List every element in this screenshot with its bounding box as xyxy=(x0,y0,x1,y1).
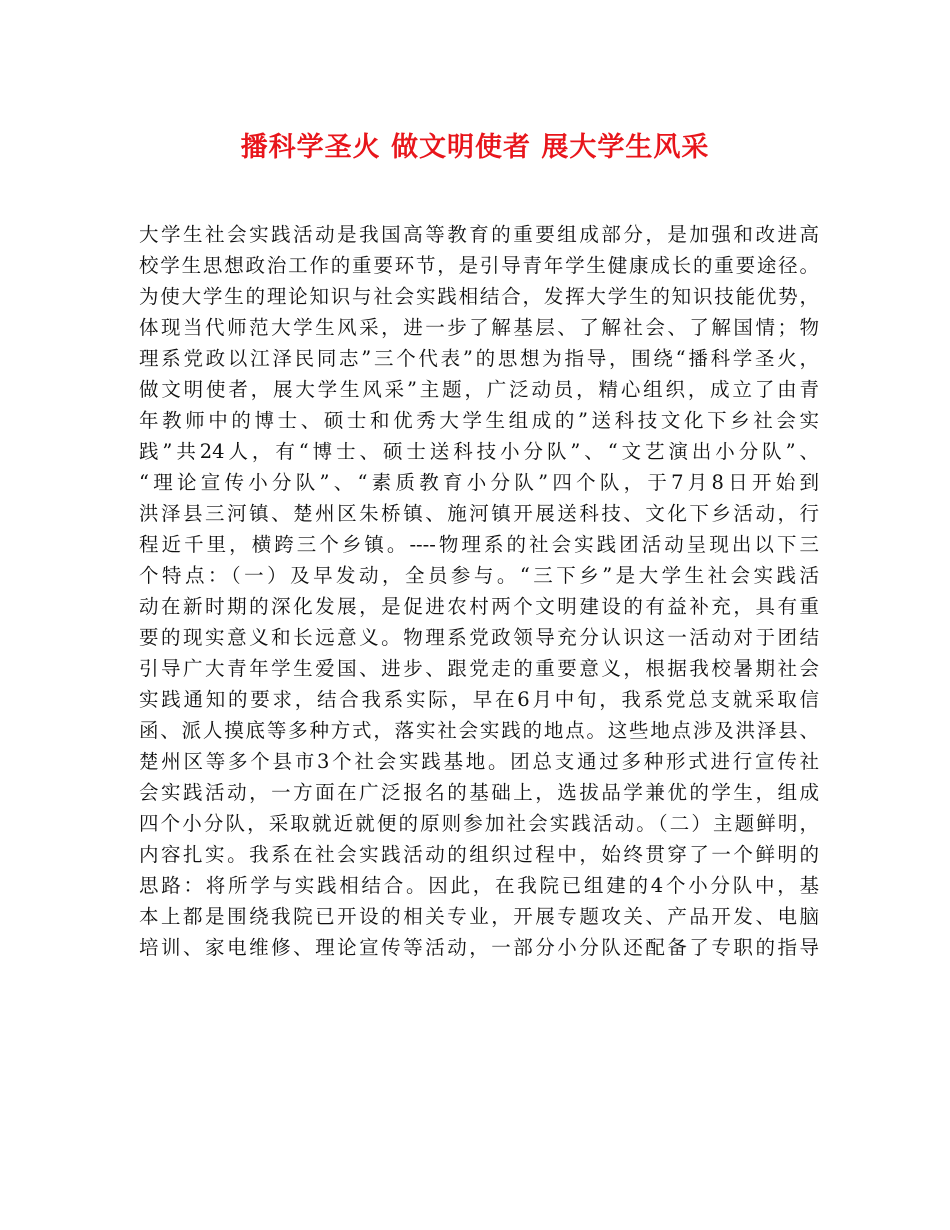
paragraph-line: 理系党政以江泽民同志”三个代表”的思想为指导，围绕“播科学圣火， xyxy=(139,347,819,370)
paragraph-line: “理论宣传小分队”、“素质教育小分队”四个队，于7月8日开始到 xyxy=(139,471,819,494)
paragraph-line: 本上都是围绕我院已开设的相关专业，开展专题攻关、产品开发、电脑 xyxy=(139,905,819,928)
paragraph-line: 为使大学生的理论知识与社会实践相结合，发挥大学生的知识技能优势， xyxy=(139,285,819,308)
paragraph-line: 年教师中的博士、硕士和优秀大学生组成的”送科技文化下乡社会实 xyxy=(139,409,819,432)
paragraph-line: 四个小分队，采取就近就便的原则参加社会实践活动。（二）主题鲜明， xyxy=(139,812,819,835)
paragraph-line: 个特点：（一）及早发动，全员参与。“三下乡”是大学生社会实践活 xyxy=(139,564,819,587)
document-body xyxy=(139,219,819,963)
paragraph-line: 做文明使者，展大学生风采”主题，广泛动员，精心组织，成立了由青 xyxy=(139,378,819,401)
document-title: 播科学圣火 做文明使者 展大学生风采 xyxy=(240,132,710,163)
paragraph-line: 函、派人摸底等多种方式，落实社会实践的地点。这些地点涉及洪泽县、 xyxy=(139,719,819,742)
paragraph-line: 要的现实意义和长远意义。物理系党政领导充分认识这一活动对于团结 xyxy=(139,626,819,649)
paragraph-line: 会实践活动，一方面在广泛报名的基础上，选拔品学兼优的学生，组成 xyxy=(139,781,819,804)
paragraph-line: 思路：将所学与实践相结合。因此，在我院已组建的4个小分队中，基 xyxy=(139,874,819,897)
paragraph-line: 大学生社会实践活动是我国高等教育的重要组成部分，是加强和改进高 xyxy=(139,223,819,246)
paragraph-line: 楚州区等多个县市3个社会实践基地。团总支通过多种形式进行宣传社 xyxy=(139,750,819,773)
paragraph-line: 培训、家电维修、理论宣传等活动，一部分小分队还配备了专职的指导 xyxy=(139,936,819,959)
paragraph-line: 实践通知的要求，结合我系实际，早在6月中旬，我系党总支就采取信 xyxy=(139,688,819,711)
paragraph-line: 践”共24人，有“博士、硕士送科技小分队”、“文艺演出小分队”、 xyxy=(139,440,819,463)
paragraph-line: 洪泽县三河镇、楚州区朱桥镇、施河镇开展送科技、文化下乡活动，行 xyxy=(139,502,819,525)
paragraph-line: 动在新时期的深化发展，是促进农村两个文明建设的有益补充，具有重 xyxy=(139,595,819,618)
paragraph-line: 程近千里，横跨三个乡镇。----物理系的社会实践团活动呈现出以下三 xyxy=(139,533,819,556)
paragraph-line: 内容扎实。我系在社会实践活动的组织过程中，始终贯穿了一个鲜明的 xyxy=(139,843,819,866)
paragraph-line: 体现当代师范大学生风采，进一步了解基层、了解社会、了解国情；物 xyxy=(139,316,819,339)
paragraph-line: 引导广大青年学生爱国、进步、跟党走的重要意义，根据我校暑期社会 xyxy=(139,657,819,680)
paragraph-line: 校学生思想政治工作的重要环节，是引导青年学生健康成长的重要途径。 xyxy=(139,254,819,277)
